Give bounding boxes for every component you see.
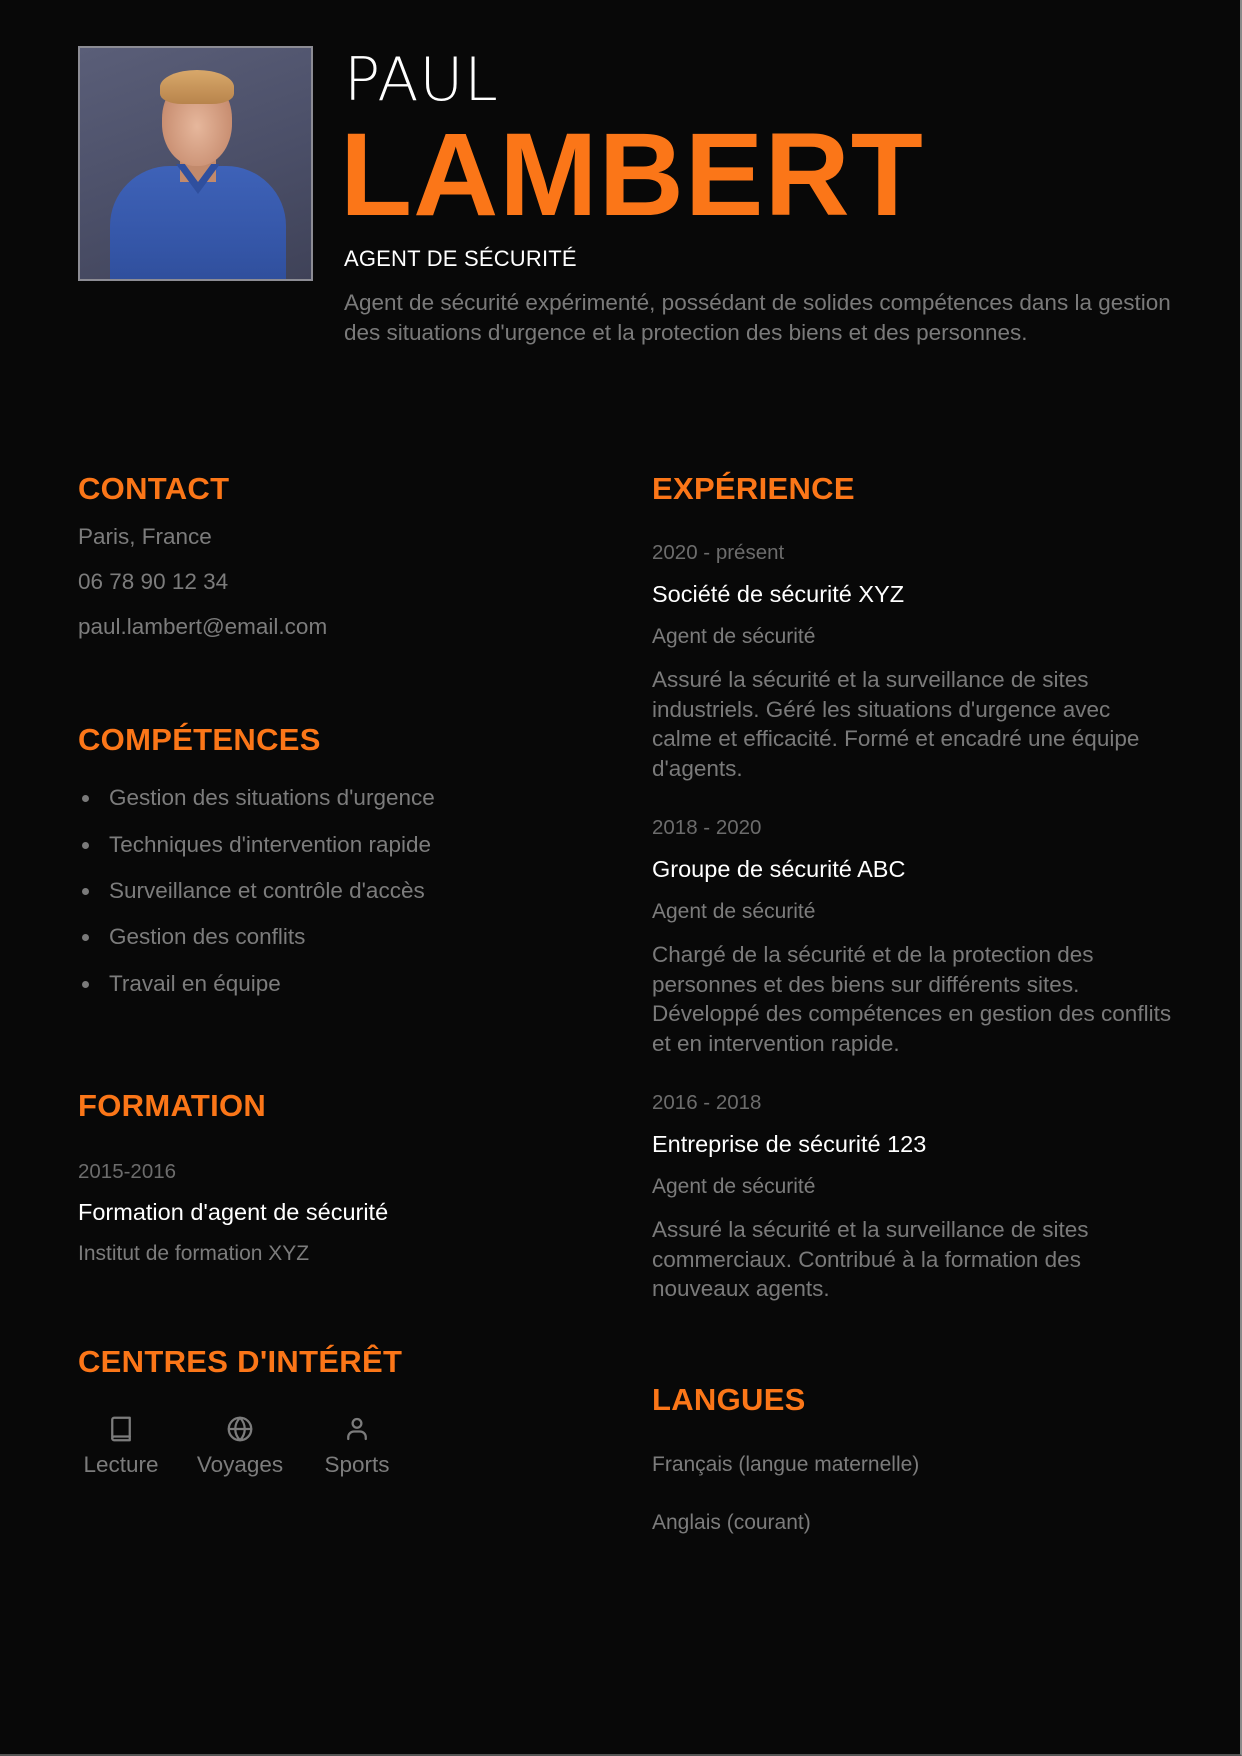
skill-label: Travail en équipe [109, 971, 281, 996]
contact-location: Paris, France [78, 524, 212, 549]
contact-heading: CONTACT [78, 471, 230, 506]
experience-dates: 2020 - présent [652, 541, 785, 564]
interest-label: Sports [324, 1452, 390, 1477]
education-heading: FORMATION [78, 1088, 267, 1123]
skill-item [78, 832, 431, 858]
education-degree: Formation d'agent de sécurité [78, 1199, 389, 1225]
interest-item-voyages [192, 1414, 288, 1478]
education-school: Institut de formation XYZ [78, 1242, 310, 1265]
education-dates: 2015-2016 [78, 1160, 177, 1183]
bullet-icon [82, 842, 89, 849]
experience-role: Agent de sécurité [652, 900, 816, 923]
experience-role: Agent de sécurité [652, 1175, 816, 1198]
first-name: PAUL [344, 45, 499, 115]
skill-item [78, 878, 425, 904]
experience-dates: 2018 - 2020 [652, 816, 762, 839]
skill-item [78, 785, 435, 811]
skill-label: Surveillance et contrôle d'accès [109, 878, 425, 903]
interest-label: Voyages [196, 1452, 284, 1477]
book-icon [106, 1414, 136, 1444]
skill-item [78, 924, 305, 950]
skill-label: Gestion des situations d'urgence [109, 785, 435, 810]
experience-description: Assuré la sécurité et la surveillance de sites commerciaux. Contribué à la formation des nouveaux agents. [652, 1217, 1089, 1301]
contact-phone[interactable]: 06 78 90 12 34 [78, 569, 229, 594]
profile-summary: Agent de sécurité expérimenté, possédant de solides compétences dans la gestion des situations d'urgence et la protection des biens et des personnes. [344, 290, 1171, 345]
skill-item [78, 971, 281, 997]
skills-heading: COMPÉTENCES [78, 722, 321, 757]
interest-item-sports [316, 1414, 398, 1478]
photo-hair-shape [160, 70, 234, 104]
languages-heading: LANGUES [652, 1382, 806, 1417]
experience-dates: 2016 - 2018 [652, 1091, 762, 1114]
bullet-icon [82, 888, 89, 895]
experience-company: Société de sécurité XYZ [652, 581, 905, 607]
job-title: AGENT DE SÉCURITÉ [344, 246, 577, 271]
bullet-icon [82, 795, 89, 802]
experience-heading: EXPÉRIENCE [652, 471, 855, 506]
language-item: Français (langue maternelle) [652, 1453, 920, 1476]
skill-label: Techniques d'intervention rapide [109, 832, 432, 857]
bullet-icon [82, 934, 89, 941]
experience-company: Entreprise de sécurité 123 [652, 1131, 927, 1157]
experience-role: Agent de sécurité [652, 625, 816, 648]
interests-heading: CENTRES D'INTÉRÊT [78, 1344, 403, 1379]
interest-item-lecture [78, 1414, 164, 1478]
profile-photo [78, 46, 313, 281]
contact-email[interactable]: paul.lambert@email.com [78, 614, 328, 639]
last-name: LAMBERT [340, 109, 924, 241]
bullet-icon [82, 981, 89, 988]
user-icon [342, 1414, 372, 1444]
experience-description: Assuré la sécurité et la surveillance de sites industriels. Géré les situations d'urgence avec calme et efficacité. Formé et encadré une équipe d'agents. [652, 667, 1140, 781]
experience-company: Groupe de sécurité ABC [652, 856, 906, 882]
language-item: Anglais (courant) [652, 1511, 811, 1534]
skill-label: Gestion des conflits [109, 924, 306, 949]
interest-label: Lecture [83, 1452, 159, 1477]
experience-description: Chargé de la sécurité et de la protection des personnes et des biens sur différents sites. Développé des compétences en gestion des conflits et en intervention rapide. [652, 942, 1172, 1056]
globe-icon [225, 1414, 255, 1444]
